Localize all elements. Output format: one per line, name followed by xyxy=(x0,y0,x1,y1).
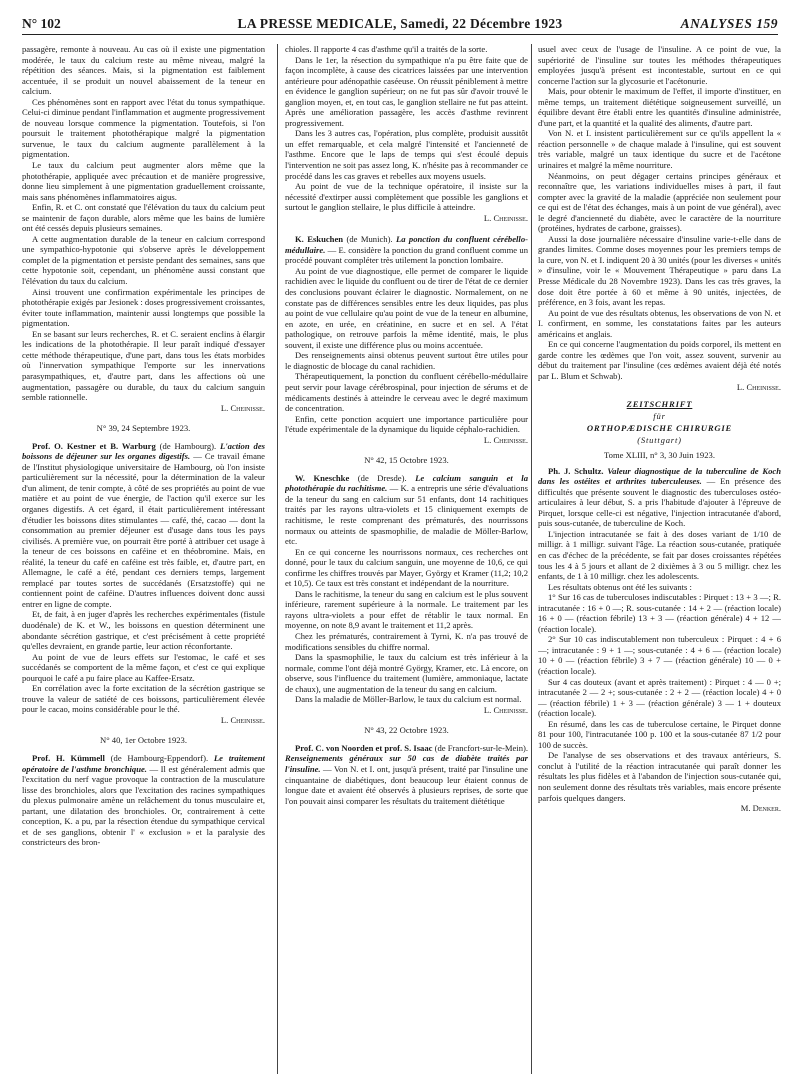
journal-title: LA PRESSE MEDICALE, Samedi, 22 Décembre 1923 xyxy=(237,16,563,31)
column-divider xyxy=(531,44,532,1074)
paragraph: Mais, pour obtenir le maximum de l'effet, il importe d'instituer, en même temps, un traitement diététique soigneusement surveillé, un équilibre devant être établi entre les quantités d'insuline administrée, d'une part, et la quantité et la qualité des aliments, d'autre part. xyxy=(538,86,781,128)
article-title: Valeur diagnostique de la tuberculine de Koch dans les ostéites et arthrites tuberculeuses. xyxy=(538,465,781,487)
journal-name-connector: für xyxy=(653,411,666,422)
signature: M. Denker. xyxy=(740,803,781,814)
issue-date: N° 43, 22 Octobre 1923. xyxy=(364,725,449,736)
signature: L. Cheinisse. xyxy=(220,402,265,413)
paragraph: chioles. Il rapporte 4 cas d'asthme qu'il a traités de la sorte. xyxy=(285,44,488,54)
article xyxy=(285,234,528,266)
paragraph: — En présence des difficultés que présente souvent le diagnostic des tuberculoses ostéo-articulaires à leur début, S. a pris l'habitude d'ajouter à l'épreuve de Pirquet, lorsque celle-ci est négative, l'injection intracutanée d'abord, puis sous-cutanée, de tuberculine de Koch. xyxy=(538,476,781,529)
article xyxy=(285,743,528,806)
paragraph: Dans le rachitisme, la teneur du sang en calcium est le plus souvent inférieure, rarement supérieure à la normale. Le traitement par les rayons ultra-violets a pour effet de rétablir le taux normal. En moyenne, on note 8,9 avant le traitement et 11,2 après. xyxy=(285,588,528,631)
author-location: (de Hambourg-Eppendorf). xyxy=(104,753,214,763)
paragraph: Au point de vue de leurs effets sur l'estomac, le café et ses succédanés se comportent de la même façon, et c'est ce qui explique pourquoi le café a pu faire place au Kaffee-Ersatz. xyxy=(22,651,265,683)
article xyxy=(22,753,265,848)
paragraph: passagère, remonte à nouveau. Au cas où il existe une pigmentation modérée, le taux du calcium reste au même niveau, malgré la répétition des séances. Mais, si la pigmentation est faiblement accentuée, il se produit un nouvel abaissement de la teneur en calcium. xyxy=(22,44,265,97)
signature: L. Cheinisse. xyxy=(220,714,265,725)
signature: L. Cheinisse. xyxy=(483,434,528,445)
paragraph: — Ce travail émane de l'Institut physiologique universitaire de Hambourg, où l'on insiste particulièrement sur la nécessité, pour la détermination de la valeur d'un aliment, de tenir compte, à côté de ses propriétés au point de vue matière et au point de vue énergie, de l'action qu'il exerce sur les organes digestifs. A cet égard, il était particulièrement intéressant d'étudier les boissons dites stimulantes — café, thé, cacao — dont la consommation au premier déjeuner est d'usage dans tous les pays civilisés. A première vue, on pourrait être porté à attribuer cet usage à la teneur de ces boissons en caféine et en théobromine. Mais, en réalité, la teneur du café en caféine est très faible, et, d'autre part, en Allemagne, le café a été, pendant ces derniers temps, largement remplacé par toutes sortes de succédanés (Ersatzstoffe) qui ne contiennent point de caféine. D'autres influences doivent donc aussi entrer en ligne de compte. xyxy=(22,451,265,609)
article-title: Le calcium sanguin et la photothérapie du rachitisme. xyxy=(285,472,528,494)
issue-date: N° 40, 1er Octobre 1923. xyxy=(100,735,187,746)
article-author: Prof. O. Kestner et B. Warburg xyxy=(32,440,156,451)
article-title: Le traitement opératoire de l'asthme bronchique. xyxy=(22,753,265,774)
author-location: (de Hambourg). xyxy=(155,440,221,451)
author-location: (de Dresde). xyxy=(349,472,416,483)
paragraph: Dans la maladie de Möller-Barlow, le taux du calcium est normal. xyxy=(295,694,522,705)
article-title: Renseignements généraux sur 50 cas de diabète traités par l'insuline. xyxy=(285,753,528,774)
journal-heading xyxy=(538,398,781,446)
paragraph: Et, de fait, à en juger d'après les recherches expérimentales (fistule duodénale) de K. et W., les boissons en question déterminent une abondante sécrétion gastrique, et c'est précisément à cette propriété qu'elles devraient, en grande partie, leur action réconfortante. xyxy=(22,609,265,652)
paragraph: En se basant sur leurs recherches, R. et C. seraient enclins à élargir les indications de la photothérapie. Il leur paraît indiqué d'essayer cette méthode thérapeutique, d'une part, dans tous les états morbides où l'innervation sympathique l'emporte sur les innervations parasympathiques, et, d'autre part, dans les affections où une augmentation, passagère ou durable, du taux du calcium sanguin semble rationnelle. xyxy=(22,328,265,403)
paragraph: Dans le 1er, la résection du sympathique n'a pu être faite que de façon incomplète, à cause des cicatrices laissées par une intervention antérieure pour adénopathie caséeuse. On réussit péniblement à mettre en évidence le ganglion supérieur; on ne fut pas sûr d'avoir trouvé le ganglion moyen, et, en tout cas, le ganglion stellaire ne fut pas atteint. Après une amélioration passagère, les accès d'asthme revinrent progressivement. xyxy=(285,54,528,128)
page-header xyxy=(22,14,778,35)
paragraph: — K. a entrepris une série d'évaluations de la teneur du sang en calcium sur 51 enfants, dont 14 rachitiques traités par les rayons ultra-violets et 15 cliniquement exempts de rachitisme, le reste comprenant des prématurés, des nourrissons normaux ou atteints de spasmophilie, de maladie de Möller-Barlow, etc. xyxy=(285,483,528,547)
paragraph: En ce qui concerne les nourrissons normaux, ces recherches ont donné, pour le taux du calcium sanguin, une moyenne de 10,6, ce qui confirme les chiffres trouvés par Mayer, Györgу et Kramer (11,2; 10,2 et 10,5). Ce taux est très constant et indépendant de la nourriture. xyxy=(285,546,528,589)
paragraph: En ce qui concerne l'augmentation du poids corporel, ils mettent en garde contre les œdèmes que l'on voit, assez souvent, survenir au début du traitement par l'insuline (ces œdèmes avaient déjà été notés par L. Blum et Schwab). xyxy=(538,339,781,381)
author-location: (de Francfort-sur-le-Mein). xyxy=(432,742,528,753)
paragraph: Ainsi trouvent une confirmation expérimentale les principes de photothérapie exigés par Jesionek : doses progressivement croissantes, éviter toute inflammation, maintenir aussi longtemps que possible la pigmentation. xyxy=(22,286,265,329)
paragraph: Dans les 3 autres cas, l'opération, plus complète, produisit aussitôt un effet remarquable, et cela malgré l'intensité et l'ancienneté de l'asthme. Encore que le laps de temps qui s'est écoulé depuis l'intervention ne soit pas assez long, K. n'hésite pas à recommander ce procédé dans les cas graves et rebelles aux moyens usuels. xyxy=(285,128,528,181)
journal-name: ZEITSCHRIFT xyxy=(626,399,693,410)
paragraph: Aussi la dose journalière nécessaire d'insuline varie-t-elle dans de grandes limites. Comme doses moyennes pour les premiers temps de la cure, von N. et I. indiquent 20 à 30 unités (pour les diverses « unités » d'insuline, voir le « Mouvement Thérapeutique » paru dans La Presse Médicale du 28 Novembre 1923). Dans les cas très graves, la dose doit être portée à 60 et même à 90 unités, injectées, de préférence, en 3 fois, avant les repas. xyxy=(538,233,781,308)
paragraph: 1° Sur 16 cas de tuberculoses indiscutables : Pirquet : 13 + 3 —; R. intracutanée : 16 + 0 —; R. sous-cutanée : 14 + 2 — (réaction locale) 16 + 0 — (réaction fébrile) 13 + 3 — (réaction générale) 4 + 12 — (réaction locale). xyxy=(538,592,781,634)
signature: L. Cheinisse. xyxy=(736,381,781,392)
article-author: Prof. H. Kümmell xyxy=(32,753,105,763)
column-divider xyxy=(277,44,278,1074)
signature: L. Cheinisse. xyxy=(483,212,528,223)
paragraph: Von N. et I. insistent particulièrement sur ce qu'ils appellent la « réaction personnelle » de chaque malade à l'insuline, qui est souvent très variable, malgré un taux identique du sucre et de l'acétone urinaires et malgré la même nourriture. xyxy=(538,128,781,171)
paragraph: En corrélation avec la forte excitation de la sécrétion gastrique se trouve la valeur de satiété de ces boissons, particulièrement élevée pour le cacao, moins considérable pour le thé. xyxy=(22,683,265,715)
paragraph: Les résultats obtenus ont été les suivants : xyxy=(548,581,692,592)
paragraph: L'injection intracutanée se fait à des doses variant de 1/10 de milligr. à 1 milligr. suivant l'âge. La réaction sous-cutanée, pratiquée en cas d'échec de la précédente, se fait par doses croissantes répétées tous les 4 à 5 jours et allant de 2 dixièmes à 3 ou 5 milligr. chez les enfants, de 1 à 10 milligr. chez les adolescents. xyxy=(538,528,781,582)
paragraph: — Von N. et I. ont, jusqu'à présent, traité par l'insuline une cinquantaine de diabétiques, dont beaucoup leur étaient connus de longue date et avaient été observés à plusieurs reprises, de sorte que l'on pouvait ainsi comparer les résultats du traitement diététique xyxy=(285,764,528,806)
paragraph: Enfin, R. et C. ont constaté que l'élévation du taux du calcium peut se maintenir de façon durable, alors même que les bains de lumière ont été cessés depuis plusieurs semaines. xyxy=(22,202,265,234)
paragraph: Sur 4 cas douteux (avant et après traitement) : Pirquet : 4 — 0 +; intracutanée 2 — 2 +; sous-cutanée : 2 + 2 — (réaction locale) 4 + 0 — (réaction fébrile) 1 + 3 — (réaction générale) 3 — 1 + douteux (réaction locale). xyxy=(538,676,781,719)
paragraph: 2° Sur 10 cas indiscutablement non tuberculeux : Pirquet : 4 + 6 —; intracutanée : 9 + 1 —; sous-cutanée : 4 + 6 — (réaction locale) 10 + 0 — (réaction fébrile) 3 + 7 — (réaction générale) 10 — 0 + (réaction locale). xyxy=(538,634,781,676)
journal-city: (Stuttgart) xyxy=(637,435,682,446)
paragraph: Thérapeutiquement, la ponction du confluent cérébello-médullaire peut servir pour lavage cérébrospinal, pour injection de sérums et de médicaments destinés à atteindre le cerveau avec le degré maximum de concentration. xyxy=(285,371,528,414)
author-location: (de Munich). xyxy=(343,234,396,245)
paragraph: — E. considère la ponction du grand confluent comme un procédé pouvant compléter très utilement la ponction lombaire. xyxy=(285,244,528,266)
article-author: W. Kneschke xyxy=(295,472,350,483)
paragraph: Le taux du calcium peut augmenter alors même que la photothérapie, appliquée avec précaution et de manière progressive, donne lieu simplement à une pigmentation graduellement croissante, mais sans phénomènes inflammatoires aigus. xyxy=(22,160,265,202)
paragraph: Dans la spasmophilie, le taux du calcium est très inférieur à la normale, comme l'ont déjà montré Györgу, Kramer, etc. Là encore, on observe, sous l'influence du traitement (lumière, ammoniaque, lactate de chaux), une augmentation de la teneur du sang en calcium. xyxy=(285,652,528,694)
issue-date: N° 42, 15 Octobre 1923. xyxy=(364,455,449,466)
article xyxy=(285,473,528,547)
article-title: La ponction du confluent cérébello-médullaire. xyxy=(285,234,528,255)
paragraph: — Il est généralement admis que l'excitation du nerf vague provoque la contraction de la musculature lisse des bronchioles, alors que l'excitation des racines sympathiques du plexus pulmonaire amène un relâchement du tonus musculaire et, partant, une dilatation des bronchioles. Or, contrairement à cette conception, K. a pu, par la résection étendue du sympathique cervical et de ses ganglions, obtenir l' « exclusion » et la paralysie des constricteurs des bron- xyxy=(22,763,265,848)
article xyxy=(538,466,781,529)
paragraph: Des renseignements ainsi obtenus peuvent surtout être utiles pour le diagnostic de blocage du canal rachidien. xyxy=(285,350,528,371)
paragraph: A cette augmentation durable de la teneur en calcium correspond une sympathico-hypotonie qui s'observe après le développement complet de la pigmentation et persiste pendant des semaines, sans que cette hypotonie soit, cependant, un phénomène aussi constant que l'élévation du taux du calcium. xyxy=(22,233,265,287)
article-author: Ph. J. Schultz. xyxy=(548,465,604,476)
issue-number: N° 102 xyxy=(22,16,61,31)
issue-date: N° 39, 24 Septembre 1923. xyxy=(96,423,191,434)
paragraph: Néanmoins, on peut dégager certains principes généraux et reconnaître que, les variations individuelles mises à part, il faut compter avec la gravité de la maladie (appréciée non seulement pour ce qui est de l'état des échanges, mais à un point de vue général), avec le degré d'ancienneté du diabète, avec le caractère de la nourriture (protéines, hydrates de carbone, graisses). xyxy=(538,170,781,234)
article-author: K. Eskuchen xyxy=(295,234,344,245)
article xyxy=(22,441,265,610)
article-title: L'action des boissons de déjeuner sur les organes digestifs. xyxy=(22,440,265,462)
signature: L. Cheinisse. xyxy=(483,704,528,715)
column-3 xyxy=(538,44,781,1074)
issue-date: Tome XLIII, n° 3, 30 Juin 1923. xyxy=(604,450,715,461)
paragraph: Au point de vue de la technique opératoire, il insiste sur la nécessité d'extirper aussi complètement que possible les ganglions et surtout le ganglion stellaire, le plus difficile à atteindre. xyxy=(285,181,528,213)
paragraph: En résumé, dans les cas de tuberculose certaine, le Pirquet donne 81 pour 100, l'intracutanée 100 p. 100 et la sous-cutanée 87 1/2 pour 100 de succès. xyxy=(538,718,781,750)
article-author: Prof. C. von Noorden et prof. S. Isaac xyxy=(295,742,433,753)
column-2 xyxy=(285,44,528,1074)
journal-subject: ORTHOPÆDISCHE CHIRURGIE xyxy=(586,423,733,434)
paragraph: Ces phénomènes sont en rapport avec l'état du tonus sympathique. Celui-ci diminue pendant l'inflammation et augmente progressivement de nouveau lorsque commence la pigmentation. Toutefois, si l'on poursuit le traitement photothérapique malgré la pigmentation survenue, le taux du calcium augmente parallèlement à la pigmentation. xyxy=(22,96,265,160)
paragraph: Chez les prématurés, contrairement à Tyrni, K. n'a pas trouvé de modifications sensibles du chiffre normal. xyxy=(285,630,528,652)
section-title: ANALYSES 159 xyxy=(680,16,778,31)
paragraph: De l'analyse de ses observations et des travaux antérieurs, S. conclut à l'utilité de la réaction intracutanée qui paraît donner les résultats les plus fidèles et à l'abandon de l'injection sous-cutanée qui, non seulement donne des résultats très variables, mais encore présente parfois quelques dangers. xyxy=(538,750,781,803)
column-1 xyxy=(22,44,265,1074)
paragraph: Au point de vue des résultats obtenus, les observations de von N. et I. confirment, en somme, les constatations faites par les auteurs américains et anglais. xyxy=(538,307,781,339)
paragraph: usuel avec ceux de l'usage de l'insuline. A ce point de vue, la supériorité de l'insuline sur toutes les méthodes thérapeutiques employées jusqu'à présent est incontestable, surtout en ce qui concerne l'action sur la glycosurie et l'acétonurie. xyxy=(538,44,781,86)
paragraph: Enfin, cette ponction acquiert une importance particulière pour l'étude expérimentale de la dynamique du liquide céphalo-rachidien. xyxy=(285,413,528,435)
paragraph: Au point de vue diagnostique, elle permet de comparer le liquide rachidien avec le liquide du confluent ou de tirer de l'état de ce dernier des conclusions pouvant éclairer le diagnostic. Normalement, on ne constate pas de différences sensibles entre les deux liquides, pas plus au point de vue cellulaire qu'au point de vue de la teneur en albumine, en azote, en urée, en créatinine, en sucre et en sel. A l'état pathologique, on retrouve parfois la même identité, mais, le plus souvent, il existe une différence plus ou moins accentuée. xyxy=(285,265,528,350)
